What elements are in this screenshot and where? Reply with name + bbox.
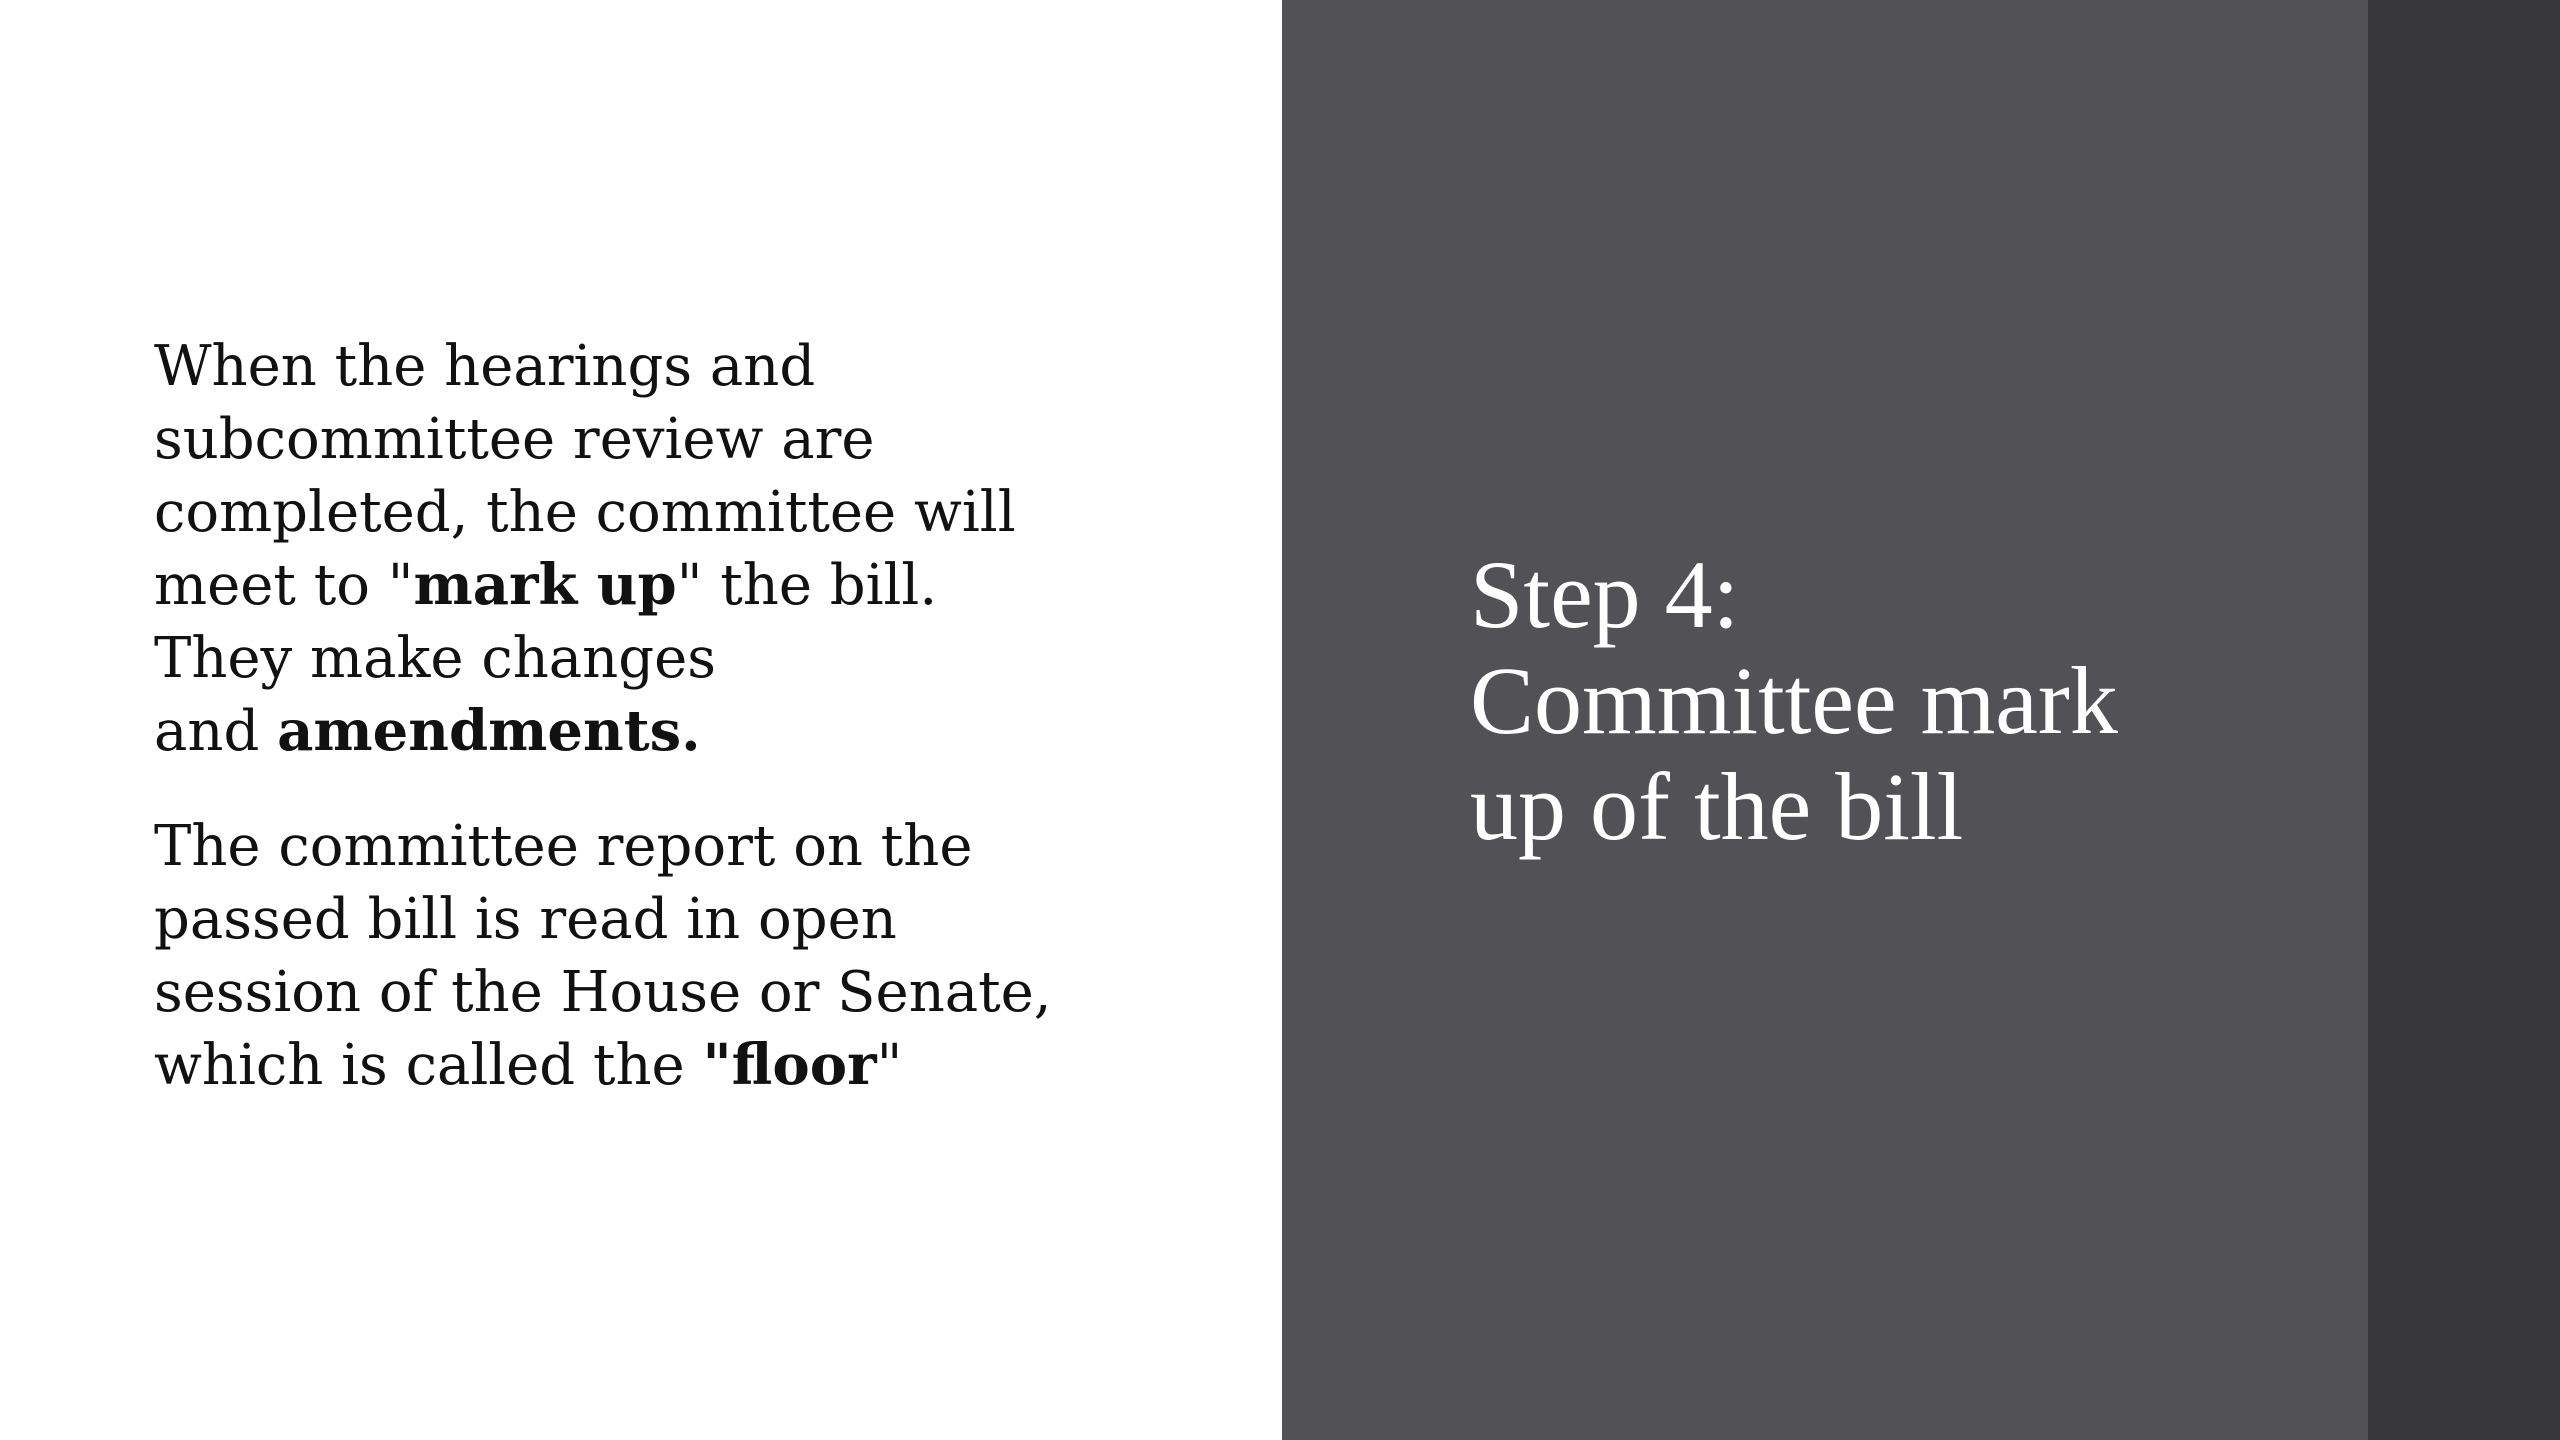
text-line: completed, the committee will — [154, 480, 1016, 545]
text-fragment: " — [876, 1033, 903, 1098]
text-line: The committee report on the — [154, 814, 973, 879]
body-text — [154, 330, 1154, 1102]
text-line: passed bill is read in open — [154, 887, 897, 952]
text-fragment: " the bill. — [676, 553, 938, 618]
paragraph-markup — [154, 330, 1154, 768]
text-line — [154, 553, 937, 618]
paragraph-floor — [154, 810, 1154, 1102]
slide-title — [1470, 542, 2270, 860]
text-fragment: meet to " — [154, 553, 414, 618]
title-line: Committee mark — [1470, 647, 2118, 754]
accent-strip — [2368, 0, 2560, 1440]
bold-term-amendments: amendments. — [277, 698, 701, 764]
text-line: session of the House or Senate, — [154, 960, 1052, 1025]
text-line: They make changes — [154, 626, 716, 691]
text-line: When the hearings and — [154, 334, 816, 399]
text-fragment: and — [154, 699, 278, 764]
bold-term-mark-up: mark up — [413, 552, 677, 618]
title-line: up of the bill — [1470, 753, 1964, 860]
text-line — [154, 1033, 902, 1098]
text-line — [154, 699, 701, 764]
bold-term-floor: "floor — [702, 1032, 877, 1098]
title-line: Step 4: — [1470, 541, 1740, 648]
text-line: subcommittee review are — [154, 407, 875, 472]
text-fragment: which is called the — [154, 1033, 703, 1098]
